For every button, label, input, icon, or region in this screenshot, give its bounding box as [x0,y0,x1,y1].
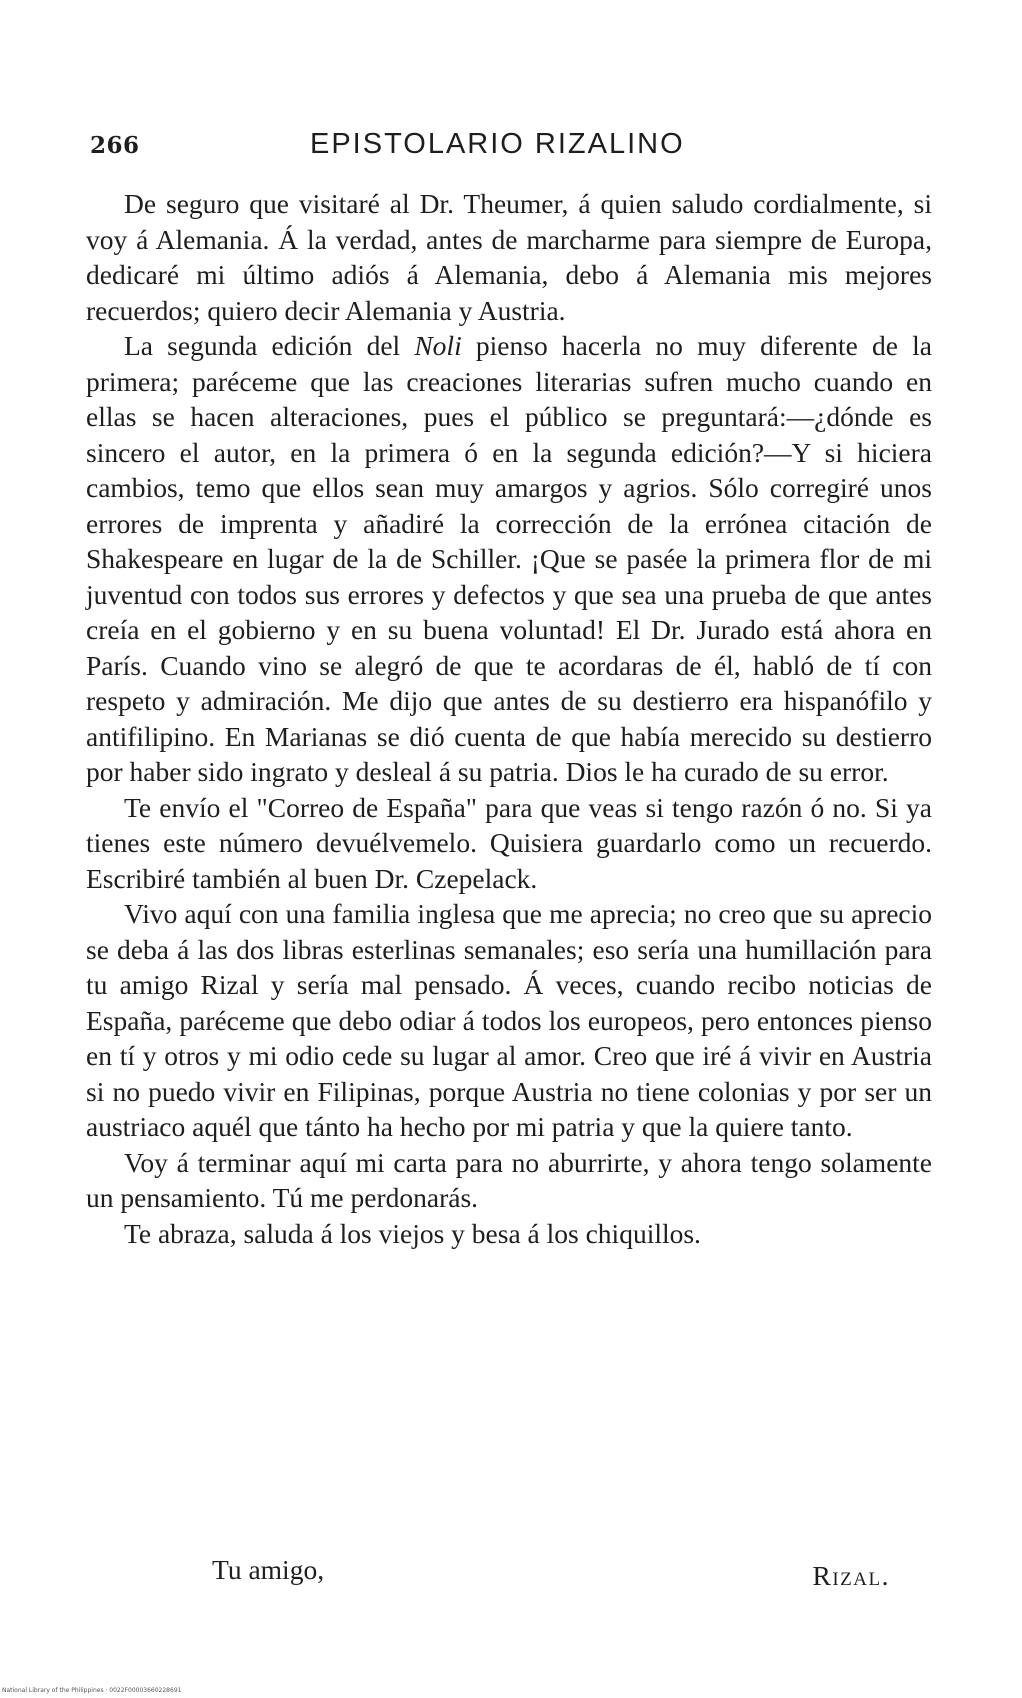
paragraph-6: Te abraza, saluda á los viejos y besa á los chiquillos. [124,1217,701,1249]
signature: Rizal. [812,1560,890,1591]
library-footer-note: National Library of the Philippines · 0022F00003660228691 [2,1687,182,1694]
paragraph-2 [86,328,932,790]
letter-closing [86,1554,890,1594]
paragraph-1: De seguro que visitaré al Dr. Theumer, á quien saludo cordialmente, si voy á Alemania. Á la verdad, antes de marcharme para siempre de Europa, dedicaré mi último adiós á Alemania, debo á Alemania mis mejores recuerdos; quiero decir Alemania y Austria. [86,188,932,326]
paragraph-2-rest: pienso hacerla no muy diferente de la primera; paréceme que las creaciones literarias sufren mucho cuando en ellas se hacen alteraciones, pues el público se preguntará:—¿dónde es sincero el autor, en la primera ó en la segunda edición?—Y si hiciera cambios, temo que ellos sean muy amargos y agrios. Sólo corregiré unos errores de imprenta y añadiré la corrección de la errónea citación de Shakespeare en lugar de la de Schiller. ¡Que se pasée la primera flor de mi juventud con todos sus errores y defectos y que sea una prueba de que antes creía en el gobierno y en su buena voluntad! El Dr. Jurado está ahora en París. Cuando vino se alegró de que te acordaras de él, habló de tí con respeto y admiración. Me dijo que antes de su destierro era hispanófilo y antifilipino. En Marianas se dió cuenta de que había merecido su destierro por haber sido ingrato y desleal á su patria. Dios le ha curado de su error. [86,330,932,787]
paragraph-4: Vivo aquí con una familia inglesa que me aprecia; no creo que su aprecio se deba á las dos libras esterlinas semanales; eso sería una humillación para tu amigo Rizal y sería mal pensado. Á veces, cuando recibo noticias de España, paréceme que debo odiar á todos los europeos, pero entonces pienso en tí y otros y mi odio cede su lugar al amor. Creo que iré á vivir en Austria si no puedo vivir en Filipinas, porque Austria no tiene colonias y por ser un austriaco aquél que tánto ha hecho por mi patria y que la quiere tanto. [86,898,932,1142]
running-title: EPISTOLARIO RIZALINO [310,128,685,160]
italic-title-noli: Noli [414,330,462,361]
closing-salutation: Tu amigo, [212,1554,325,1585]
paragraph-2-lead: La segunda edición del [124,330,401,361]
page-header [90,128,930,168]
paragraph-3: Te envío el "Correo de España" para que veas si tengo razón ó no. Si ya tienes este número devuélvemelo. Quisiera guardarlo como un recuerdo. Escribiré también al buen Dr. Czepelack. [86,791,932,894]
page-number: 266 [90,132,140,159]
paragraph-5: Voy á terminar aquí mi carta para no aburrirte, y ahora tengo solamente un pensamiento. Tú me perdonarás. [86,1146,932,1213]
letter-body [86,186,932,1251]
